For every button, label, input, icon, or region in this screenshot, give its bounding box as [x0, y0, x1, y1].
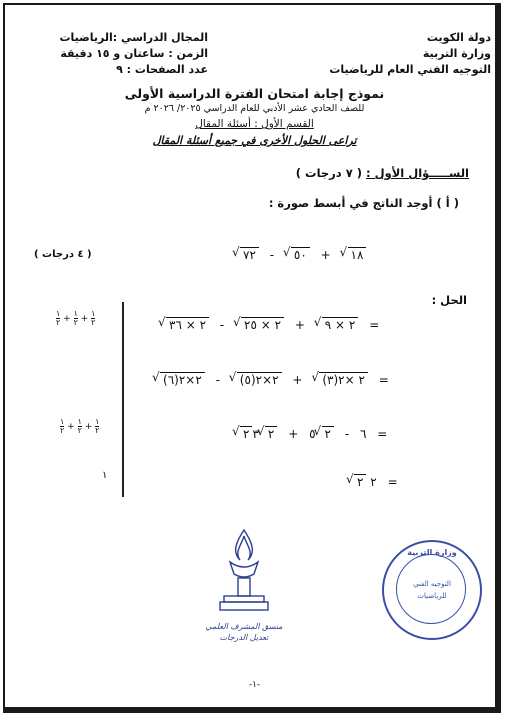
- question-label: الســـــؤال الأول :: [366, 166, 469, 180]
- exam-subtitle: للصف الحادي عشر الأدبي للعام الدراسي ٢٠٢٥/ ٢٠٢٦ م: [144, 103, 365, 114]
- coef: ٦: [359, 427, 367, 441]
- radical-72: √ ٧٢: [240, 247, 259, 262]
- grade-frac: $\frac{١}{٢}$: [91, 309, 96, 327]
- header-right: [329, 30, 491, 78]
- solution-line4: [348, 474, 405, 489]
- section-title: القسم الأول : أسئلة المقال: [195, 118, 314, 130]
- grade-line1: $\frac{١}{٢}$ + $\frac{١}{٢}$ + $\frac{١}{٢}$: [56, 309, 96, 327]
- solution-line3: [234, 426, 394, 441]
- equals-sign: =: [377, 427, 388, 441]
- radical-term: √ ٢ × ٣٦: [166, 317, 209, 332]
- op-plus: +: [320, 248, 331, 262]
- sig-line1: منسق المشرف العلمي: [205, 622, 283, 631]
- radical-term: √ ٢×٢(٥): [237, 372, 282, 387]
- radical-term: √ ٢: [240, 426, 252, 441]
- header-subject: المجال الدراسي :الرياضيات: [59, 31, 208, 44]
- grade-frac: $\frac{١}{٢}$: [56, 309, 61, 327]
- radical-50: √ ٥٠: [291, 247, 310, 262]
- signature-stamp: [196, 522, 292, 652]
- header-country: دولة الكويت: [426, 31, 491, 44]
- grading-divider: [122, 302, 124, 497]
- header-time: الزمن : ساعتان و ١٥ دقيقة: [60, 47, 208, 60]
- coef: ٣: [252, 427, 259, 441]
- grade-line4: ١: [102, 470, 108, 481]
- op-plus: +: [292, 373, 303, 387]
- equals-sign: =: [369, 318, 380, 332]
- radical-term: √ ٢ ×٢(٣): [319, 372, 368, 387]
- coef: ٥: [309, 427, 316, 441]
- part-marks: ( ٤ درجات ): [34, 249, 92, 260]
- op-minus: -: [215, 373, 220, 387]
- radical-term: √ ٢: [265, 426, 277, 441]
- op-minus: -: [219, 318, 225, 332]
- radical-term: √ ٢: [354, 474, 366, 489]
- header-department: التوجيه الفني العام للرياضيات: [329, 63, 491, 76]
- seal-mid-text2: للرياضيات: [417, 592, 447, 600]
- equals-sign: =: [378, 373, 389, 387]
- torch-icon: [196, 522, 292, 617]
- grade-frac: $\frac{١}{٢}$: [73, 309, 78, 327]
- op-minus: -: [344, 427, 350, 441]
- grade-frac: $\frac{١}{٢}$: [95, 417, 100, 435]
- header-pages: عدد الصفحات : ٩: [116, 63, 208, 76]
- radical-term: √ ٢: [322, 426, 334, 441]
- op-plus: +: [288, 427, 299, 441]
- radical-18: √ ١٨: [348, 247, 367, 262]
- section-note: تراعى الحلول الأخرى في جميع أسئلة المقال: [152, 134, 357, 147]
- coef: ٢: [370, 475, 377, 489]
- op-minus: -: [269, 248, 275, 262]
- part-prompt: أوجد الناتج في أبسط صورة :: [268, 196, 433, 210]
- page-number: -١-: [248, 680, 261, 690]
- grade-frac: $\frac{١}{٢}$: [77, 417, 82, 435]
- equals-sign: =: [387, 475, 398, 489]
- question-expression: [234, 247, 366, 262]
- solution-line1: [160, 317, 386, 332]
- seal-mid-text: التوجيه الفني: [413, 580, 451, 588]
- ministry-seal: [382, 540, 482, 640]
- solution-line2: [154, 372, 396, 387]
- solution-label: الحل :: [431, 293, 467, 307]
- header-left: [48, 30, 208, 78]
- radical-term: √ ٢ × ٩: [322, 317, 359, 332]
- exam-title: نموذج إجابة امتحان الفترة الدراسية الأولى: [124, 86, 385, 101]
- seal-top-text: وزارة التربية: [407, 548, 457, 557]
- question-heading: [296, 166, 469, 180]
- radical-term: √ ٢ × ٢٥: [241, 317, 284, 332]
- op-plus: +: [294, 318, 305, 332]
- header-ministry: وزارة التربية: [422, 47, 491, 60]
- radical-term: √ ٢×٢(٦): [160, 372, 205, 387]
- question-marks: ( ٧ درجات ): [295, 166, 362, 180]
- grade-frac: $\frac{١}{٢}$: [60, 417, 65, 435]
- grade-line3: $\frac{١}{٢}$ + $\frac{١}{٢}$ + $\frac{١}{٢}$: [60, 417, 100, 435]
- sig-line2: تعديل الدرجات: [219, 633, 269, 642]
- part-label: ( أ ): [436, 196, 459, 210]
- part-a: [269, 196, 459, 210]
